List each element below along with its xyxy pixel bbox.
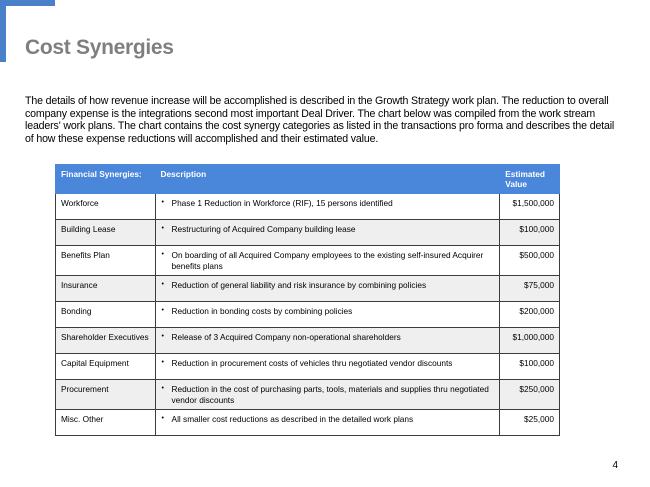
description-cell: • Restructuring of Acquired Company building lease (155, 220, 500, 246)
accent-bar-side (0, 0, 6, 62)
page-number: 4 (612, 460, 618, 471)
table-header-row (56, 165, 560, 194)
category-cell: Insurance (56, 276, 156, 302)
table-row (56, 354, 560, 380)
category-cell: Shareholder Executives (56, 328, 156, 354)
description-cell: • Release of 3 Acquired Company non-operational shareholders (155, 328, 500, 354)
table-row (56, 246, 560, 276)
description-cell: • Reduction in bonding costs by combining policies (155, 302, 500, 328)
value-cell: $1,000,000 (500, 328, 560, 354)
description-cell: • On boarding of all Acquired Company employees to the existing self-insured Acquirer benefits plans (155, 246, 500, 276)
synergies-table (55, 164, 560, 436)
value-cell: $1,500,000 (500, 194, 560, 220)
header-financial-synergies: Financial Synergies: (56, 165, 156, 194)
category-cell: Benefits Plan (56, 246, 156, 276)
category-cell: Bonding (56, 302, 156, 328)
description-cell: • Reduction in the cost of purchasing parts, tools, materials and supplies thru negotiated vendor discounts (155, 380, 500, 410)
category-cell: Capital Equipment (56, 354, 156, 380)
value-cell: $500,000 (500, 246, 560, 276)
table-row (56, 302, 560, 328)
header-description: Description (155, 165, 500, 194)
value-cell: $200,000 (500, 302, 560, 328)
table-row (56, 380, 560, 410)
accent-bar-top (0, 0, 55, 6)
category-cell: Building Lease (56, 220, 156, 246)
table-row (56, 276, 560, 302)
table-row (56, 328, 560, 354)
value-cell: $25,000 (500, 410, 560, 436)
value-cell: $100,000 (500, 220, 560, 246)
category-cell: Workforce (56, 194, 156, 220)
category-cell: Procurement (56, 380, 156, 410)
table-row (56, 194, 560, 220)
value-cell: $100,000 (500, 354, 560, 380)
description-cell: • Reduction of general liability and risk insurance by combining policies (155, 276, 500, 302)
table-row (56, 220, 560, 246)
description-cell: • Phase 1 Reduction in Workforce (RIF), 15 persons identified (155, 194, 500, 220)
description-cell: • Reduction in procurement costs of vehicles thru negotiated vendor discounts (155, 354, 500, 380)
table-row (56, 410, 560, 436)
description-cell: • All smaller cost reductions as described in the detailed work plans (155, 410, 500, 436)
header-estimated-value: Estimated Value (500, 165, 560, 194)
category-cell: Misc. Other (56, 410, 156, 436)
intro-paragraph: The details of how revenue increase will be accomplished is described in the Growth Strategy work plan. The reduction to overall company expense is the integrations second most important Deal Driver. The chart below was compiled from the work stream leaders' work plans. The chart contains the cost synergy categories as listed in the transactions pro forma and describes the detail of how these expense reductions will accomplished and their estimated value. (25, 95, 615, 145)
page-title: Cost Synergies (25, 36, 174, 59)
value-cell: $75,000 (500, 276, 560, 302)
value-cell: $250,000 (500, 380, 560, 410)
